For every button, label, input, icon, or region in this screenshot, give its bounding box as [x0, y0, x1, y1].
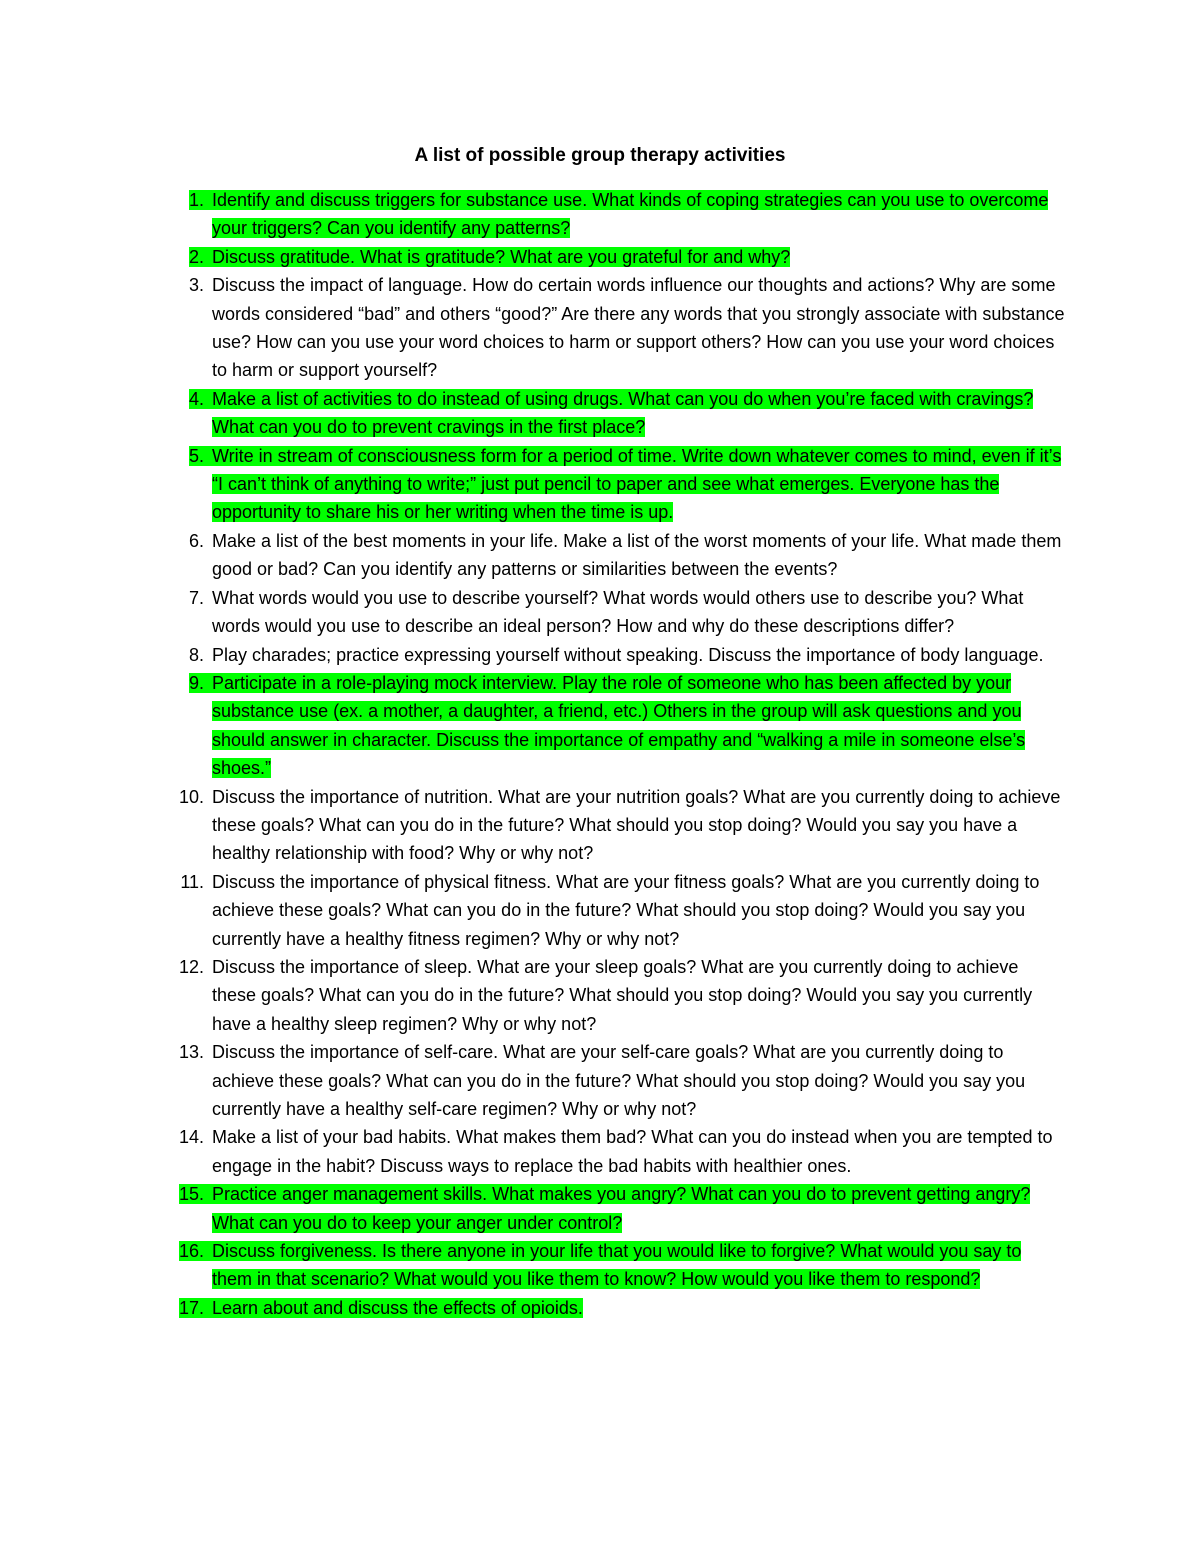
list-item — [160, 1294, 1066, 1322]
list-item-number — [160, 641, 212, 669]
list-item-text-block — [212, 953, 1066, 1038]
list-item-text-block — [212, 584, 1066, 641]
list-item-number-label: 2. — [189, 247, 212, 267]
list-item-number — [160, 953, 212, 1038]
list-item-number-label: 17. — [179, 1298, 212, 1318]
list-item-text: What words would you use to describe yourself? What words would others use to describe you? What words would you use to describe an ideal person? How and why do these descriptions differ? — [212, 587, 1024, 637]
list-item — [160, 385, 1066, 442]
list-item-number-label: 3. — [188, 275, 204, 296]
list-item-number — [160, 186, 212, 243]
list-item-text: Make a list of activities to do instead of using drugs. What can you do when you’re faced with cravings? What can you do to prevent cravings in the first place? — [212, 388, 1034, 438]
list-item-number — [160, 243, 212, 271]
list-item-text-block — [212, 641, 1066, 669]
list-item — [160, 527, 1066, 584]
list-item-text: Learn about and discuss the effects of opioids. — [212, 1297, 583, 1318]
list-item — [160, 1237, 1066, 1294]
list-item-text-block — [212, 1180, 1066, 1237]
list-item — [160, 641, 1066, 669]
list-item-text-block — [212, 186, 1066, 243]
list-item-number-label: 1. — [189, 190, 212, 210]
list-item — [160, 1038, 1066, 1123]
list-item-text-block — [212, 442, 1066, 527]
list-item — [160, 1123, 1066, 1180]
list-item-text: Discuss the importance of sleep. What are your sleep goals? What are you currently doing to achieve these goals? What can you do in the future? What should you stop doing? Would you say you currently have a healthy sleep regimen? Why or why not? — [212, 956, 1033, 1034]
list-item-number-label: 6. — [188, 530, 204, 551]
list-item-text-block — [212, 1294, 1066, 1322]
list-item-text-block — [212, 783, 1066, 868]
list-item-number — [160, 1294, 212, 1322]
list-item-number — [160, 868, 212, 953]
list-item-text-block — [212, 1237, 1066, 1294]
list-item-text: Discuss gratitude. What is gratitude? What are you grateful for and why? — [212, 246, 791, 267]
list-item-number-label: 8. — [188, 644, 204, 665]
list-item-number-label: 9. — [189, 673, 212, 693]
list-item-number-label: 15. — [179, 1184, 212, 1204]
list-item-text-block — [212, 1123, 1066, 1180]
list-item-number — [160, 1180, 212, 1237]
list-item — [160, 271, 1066, 385]
list-item-number-label: 4. — [189, 389, 212, 409]
list-item-number — [160, 783, 212, 868]
list-item-number-label: 12. — [178, 956, 204, 977]
activity-list — [160, 186, 1066, 1322]
list-item-text: Practice anger management skills. What makes you angry? What can you do to prevent getting angry? What can you do to keep your anger under control? — [212, 1184, 1031, 1233]
list-item — [160, 442, 1066, 527]
list-item-number — [160, 385, 212, 442]
list-item-number — [160, 442, 212, 527]
document-title: A list of possible group therapy activities — [414, 145, 786, 166]
list-item-text-block — [212, 385, 1066, 442]
list-item-number-label: 11. — [180, 871, 204, 892]
list-item-text: Participate in a role-playing mock interview. Play the role of someone who has been affected by your substance use (ex. a mother, a daughter, a friend, etc.) Others in the group will ask questions and you should answer in character. Discuss the importance of empathy and “walking a mile in someone else’s shoes.” — [212, 672, 1026, 779]
list-item-number-label: 16. — [179, 1241, 212, 1261]
list-item — [160, 669, 1066, 783]
list-item-number-label: 10. — [178, 786, 204, 807]
list-item-text: Discuss the impact of language. How do certain words influence our thoughts and actions? Why are some words considered “bad” and others “good?” Are there any words that you strongly associate with substance use? How can you use your word choices to harm or support others? How can you use your word choices to harm or support yourself? — [212, 275, 1065, 381]
list-item-number-label: 13. — [178, 1042, 204, 1063]
list-item — [160, 186, 1066, 243]
list-item-number — [160, 584, 212, 641]
list-item-text: Discuss forgiveness. Is there anyone in your life that you would like to forgive? What would you say to them in that scenario? What would you like them to know? How would you like them to respond? — [212, 1241, 1022, 1290]
list-item-number — [160, 1038, 212, 1123]
list-item-number-label: 5. — [189, 446, 212, 466]
list-item — [160, 868, 1066, 953]
list-item-text: Identify and discuss triggers for substance use. What kinds of coping strategies can you use to overcome your triggers? Can you identify any patterns? — [212, 190, 1049, 239]
list-item-number — [160, 1237, 212, 1294]
list-item-text: Make a list of your bad habits. What makes them bad? What can you do instead when you are tempted to engage in the habit? Discuss ways to replace the bad habits with healthier ones. — [212, 1127, 1053, 1176]
list-item-text-block — [212, 243, 1066, 271]
list-item-text-block — [212, 1038, 1066, 1123]
list-item — [160, 953, 1066, 1038]
list-item-number-label: 14. — [178, 1127, 204, 1148]
list-item-text: Discuss the importance of physical fitness. What are your fitness goals? What are you currently doing to achieve these goals? What can you do in the future? What should you stop doing? Would you say you currently have a healthy fitness regimen? Why or why not? — [212, 871, 1040, 949]
list-item-text-block — [212, 527, 1066, 584]
list-item-text: Discuss the importance of nutrition. What are your nutrition goals? What are you currently doing to achieve these goals? What can you do in the future? What should you stop doing? Would you say you have a healthy relationship with food? Why or why not? — [212, 786, 1061, 864]
list-item — [160, 584, 1066, 641]
list-item-number — [160, 527, 212, 584]
list-item-number — [160, 271, 212, 385]
list-item-text-block — [212, 271, 1066, 385]
list-item-text: Discuss the importance of self-care. What are your self-care goals? What are you currently doing to achieve these goals? What can you do in the future? What should you stop doing? Would you say you currently have a healthy self-care regimen? Why or why not? — [212, 1042, 1026, 1119]
list-item-text: Make a list of the best moments in your life. Make a list of the worst moments of your life. What made them good or bad? Can you identify any patterns or similarities between the events? — [212, 530, 1062, 580]
list-item-number — [160, 1123, 212, 1180]
list-item — [160, 243, 1066, 271]
list-item-text: Play charades; practice expressing yourself without speaking. Discuss the importance of body language. — [212, 644, 1044, 665]
list-item — [160, 783, 1066, 868]
list-item-text-block — [212, 669, 1066, 783]
list-item — [160, 1180, 1066, 1237]
list-item-number-label: 7. — [188, 587, 204, 608]
list-item-number — [160, 669, 212, 783]
list-item-text: Write in stream of consciousness form for a period of time. Write down whatever comes to mind, even if it’s “I can’t think of anything to write;” just put pencil to paper and see what emerges. Everyone has the opportunity to share his or her writing when the time is up. — [212, 445, 1062, 523]
list-item-text-block — [212, 868, 1066, 953]
